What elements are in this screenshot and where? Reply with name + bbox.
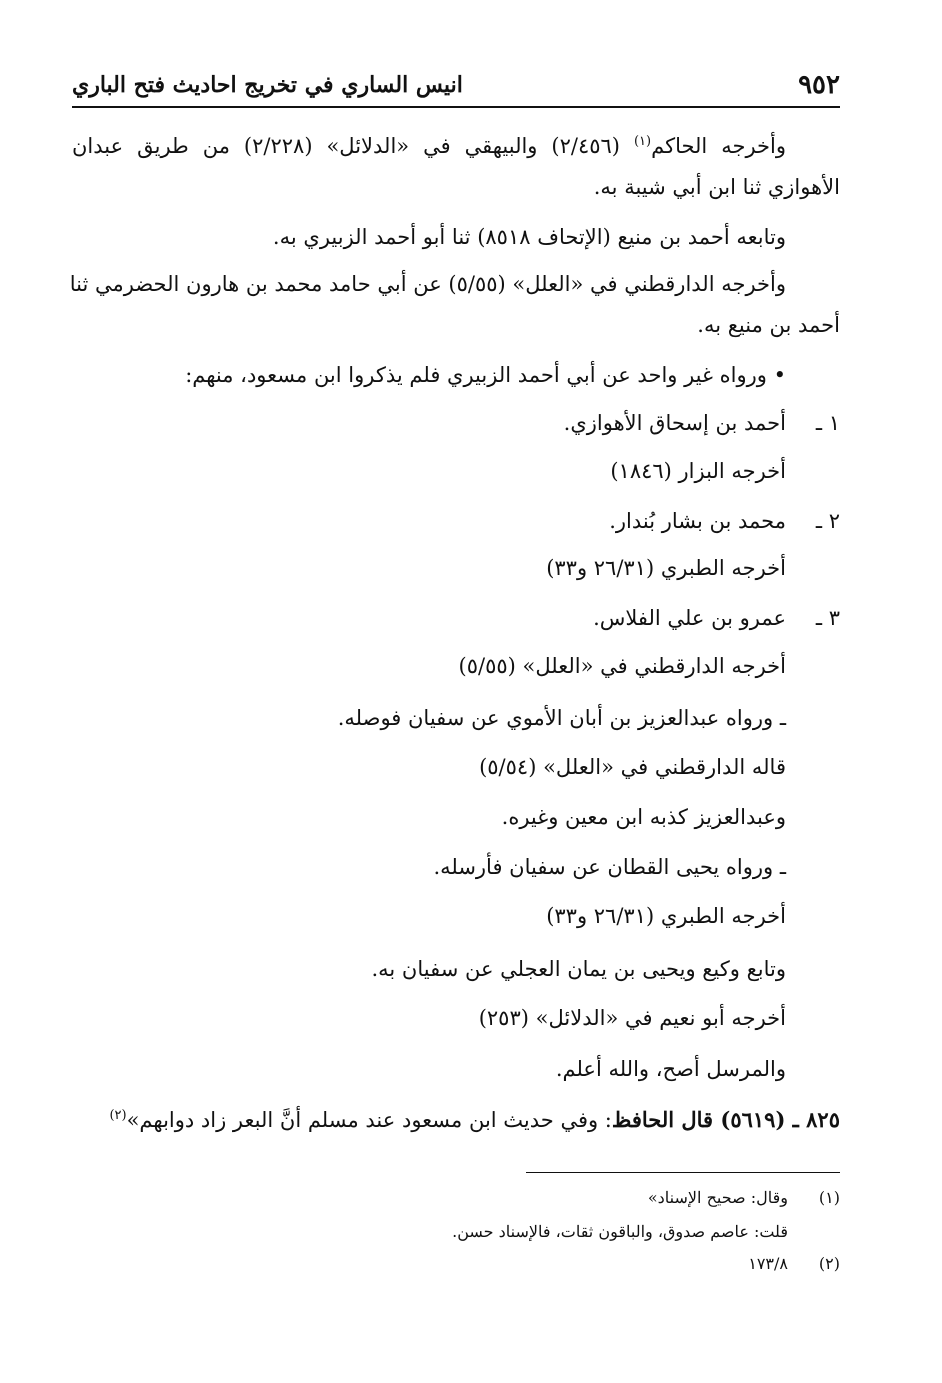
footnote-rule (526, 1172, 840, 1173)
list-number: ١ ـ (815, 411, 840, 435)
footnote-text: ١٧٣/٨ (748, 1254, 788, 1273)
text-line: أخرجه الطبري (٢٦/٣١ و٣٣) (546, 904, 786, 928)
footnote-number: (١) (818, 1188, 840, 1207)
text-line: • ورواه غير واحد عن أبي أحمد الزبيري فلم يذكروا ابن مسعود، منهم: (185, 363, 786, 387)
text-line: أخرجه البزار (١٨٤٦) (610, 459, 786, 483)
text-segment: : وفي حديث ابن مسعود عند مسلم أنَّ البعر زاد دوابهم» (126, 1108, 612, 1132)
footnote-ref: (١) (633, 134, 652, 149)
text-line: وعبدالعزيز كذبه ابن معين وغيره. (501, 805, 786, 829)
text-segment: وأخرجه الحاكم (651, 134, 786, 158)
footnote-1 (648, 1186, 840, 1210)
text-line: محمد بن بشار بُندار. (609, 509, 786, 533)
text-line: والمرسل أصح، والله أعلم. (555, 1057, 786, 1081)
text-line: ـ ورواه عبدالعزيز بن أبان الأموي عن سفيان فوصله. (337, 706, 786, 730)
footnote-ref: (٢) (109, 1108, 127, 1123)
text-line: أحمد بن إسحاق الأهوازي. (563, 411, 786, 435)
header-rule (72, 106, 840, 108)
page-header (72, 66, 840, 106)
running-title: انيس الساري في تخريج احاديث فتح الباري (72, 72, 463, 98)
text-line: أخرجه أبو نعيم في «الدلائل» (٢٥٣) (478, 1006, 786, 1030)
speaker: قال الحافظ (611, 1107, 721, 1132)
text-line: الأهوازي ثنا ابن أبي شيبة به. (593, 175, 840, 199)
hadith-number: ٨٢٥ ـ (٥٦١٩) (720, 1107, 840, 1132)
text-line: ـ ورواه يحيى القطان عن سفيان فأرسله. (433, 855, 786, 879)
list-number: ٣ ـ (815, 606, 840, 630)
footnote-1-cont: قلت: عاصم صدوق، والباقون ثقات، فالإسناد حسن. (452, 1222, 788, 1241)
text-line (72, 131, 786, 161)
list-number: ٢ ـ (815, 509, 840, 533)
text-line: وأخرجه الدارقطني في «العلل» (٥/٥٥) عن أبي حامد محمد بن هارون الحضرمي ثنا (69, 272, 786, 296)
footnote-text: وقال: صحيح الإسناد» (647, 1188, 788, 1207)
text-segment: (٢/٤٥٦) والبيهقي في «الدلائل» (٢/٢٢٨) من طريق عبدان (72, 134, 634, 158)
text-line: أخرجه الدارقطني في «العلل» (٥/٥٥) (458, 654, 786, 678)
page-number: ٩٥٢ (798, 70, 840, 100)
text-line: وتابع وكيع ويحيى بن يمان العجلي عن سفيان به. (371, 957, 786, 981)
footnote-number: (٢) (818, 1254, 840, 1273)
footnote-2 (748, 1252, 840, 1276)
text-line: عمرو بن علي الفلاس. (593, 606, 786, 630)
text-line: وتابعه أحمد بن منيع (الإتحاف ٨٥١٨) ثنا أبو أحمد الزبيري به. (272, 225, 786, 249)
text-line: أخرجه الطبري (٢٦/٣١ و٣٣) (546, 556, 786, 580)
text-line: أحمد بن منيع به. (697, 313, 840, 337)
text-line: قاله الدارقطني في «العلل» (٥/٥٤) (479, 755, 786, 779)
hadith-heading-line (109, 1105, 840, 1135)
